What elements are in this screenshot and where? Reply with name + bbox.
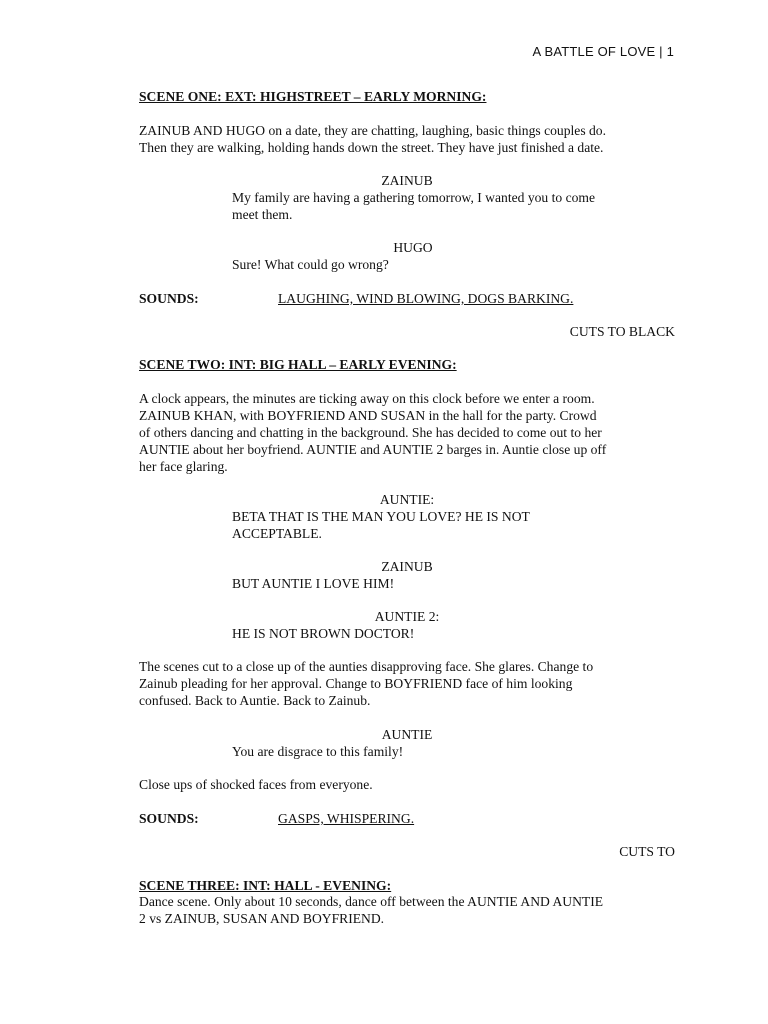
scene-three-action-line: 2 vs ZAINUB, SUSAN AND BOYFRIEND. xyxy=(139,911,385,926)
sounds-text: LAUGHING, WIND BLOWING, DOGS BARKING. xyxy=(278,291,574,306)
character-name: AUNTIE 2: xyxy=(374,609,440,624)
scene-two-action-line: The scenes cut to a close up of the aunties disapproving face. She glares. Change to xyxy=(139,659,594,674)
dialogue-line: Sure! What could go wrong? xyxy=(232,257,389,272)
scene-one-heading: SCENE ONE: EXT: HIGHSTREET – EARLY MORNING: xyxy=(139,89,487,104)
character-name: AUNTIE: xyxy=(379,492,435,507)
dialogue-line: ACCEPTABLE. xyxy=(232,526,322,541)
transition: CUTS TO xyxy=(619,844,675,859)
dialogue-line: My family are having a gathering tomorrow, I wanted you to come xyxy=(232,190,596,205)
sounds-label: SOUNDS: xyxy=(139,291,199,306)
sounds-line xyxy=(139,810,414,827)
character-name: ZAINUB xyxy=(381,173,433,188)
scene-two-action-line: A clock appears, the minutes are ticking away on this clock before we enter a room. xyxy=(139,391,595,406)
scene-two-heading: SCENE TWO: INT: BIG HALL – EARLY EVENING: xyxy=(139,357,457,372)
scene-one-action-line: ZAINUB AND HUGO on a date, they are chatting, laughing, basic things couples do. xyxy=(139,123,606,138)
scene-three-heading: SCENE THREE: INT: HALL - EVENING: xyxy=(139,878,392,893)
scene-two-action-line: Close ups of shocked faces from everyone. xyxy=(139,777,373,792)
scene-two-action-line: confused. Back to Auntie. Back to Zainub. xyxy=(139,693,371,708)
scene-two-action-line: Zainub pleading for her approval. Change to BOYFRIEND face of him looking xyxy=(139,676,573,691)
scene-two-action-line: her face glaring. xyxy=(139,459,228,474)
sounds-line xyxy=(139,290,573,307)
scene-two-action-line: of others dancing and chatting in the background. She has decided to come out to her xyxy=(139,425,602,440)
sounds-text: GASPS, WHISPERING. xyxy=(278,811,415,826)
dialogue-line: BETA THAT IS THE MAN YOU LOVE? HE IS NOT xyxy=(232,509,530,524)
scene-two-action-line: AUNTIE about her boyfriend. AUNTIE and AUNTIE 2 barges in. Auntie close up off xyxy=(139,442,607,457)
page-header: A BATTLE OF LOVE | 1 xyxy=(532,44,674,59)
character-name: AUNTIE xyxy=(381,727,433,742)
scene-one-action-line: Then they are walking, holding hands down the street. They have just finished a date. xyxy=(139,140,604,155)
dialogue-line: You are disgrace to this family! xyxy=(232,744,404,759)
scene-three-action-line: Dance scene. Only about 10 seconds, dance off between the AUNTIE AND AUNTIE xyxy=(139,894,604,909)
dialogue-line: HE IS NOT BROWN DOCTOR! xyxy=(232,626,415,641)
sounds-label: SOUNDS: xyxy=(139,811,199,826)
dialogue-line: meet them. xyxy=(232,207,293,222)
character-name: ZAINUB xyxy=(381,559,433,574)
scene-two-action-line: ZAINUB KHAN, with BOYFRIEND AND SUSAN in the hall for the party. Crowd xyxy=(139,408,597,423)
character-name: HUGO xyxy=(393,240,433,255)
transition: CUTS TO BLACK xyxy=(569,324,675,339)
dialogue-line: BUT AUNTIE I LOVE HIM! xyxy=(232,576,395,591)
